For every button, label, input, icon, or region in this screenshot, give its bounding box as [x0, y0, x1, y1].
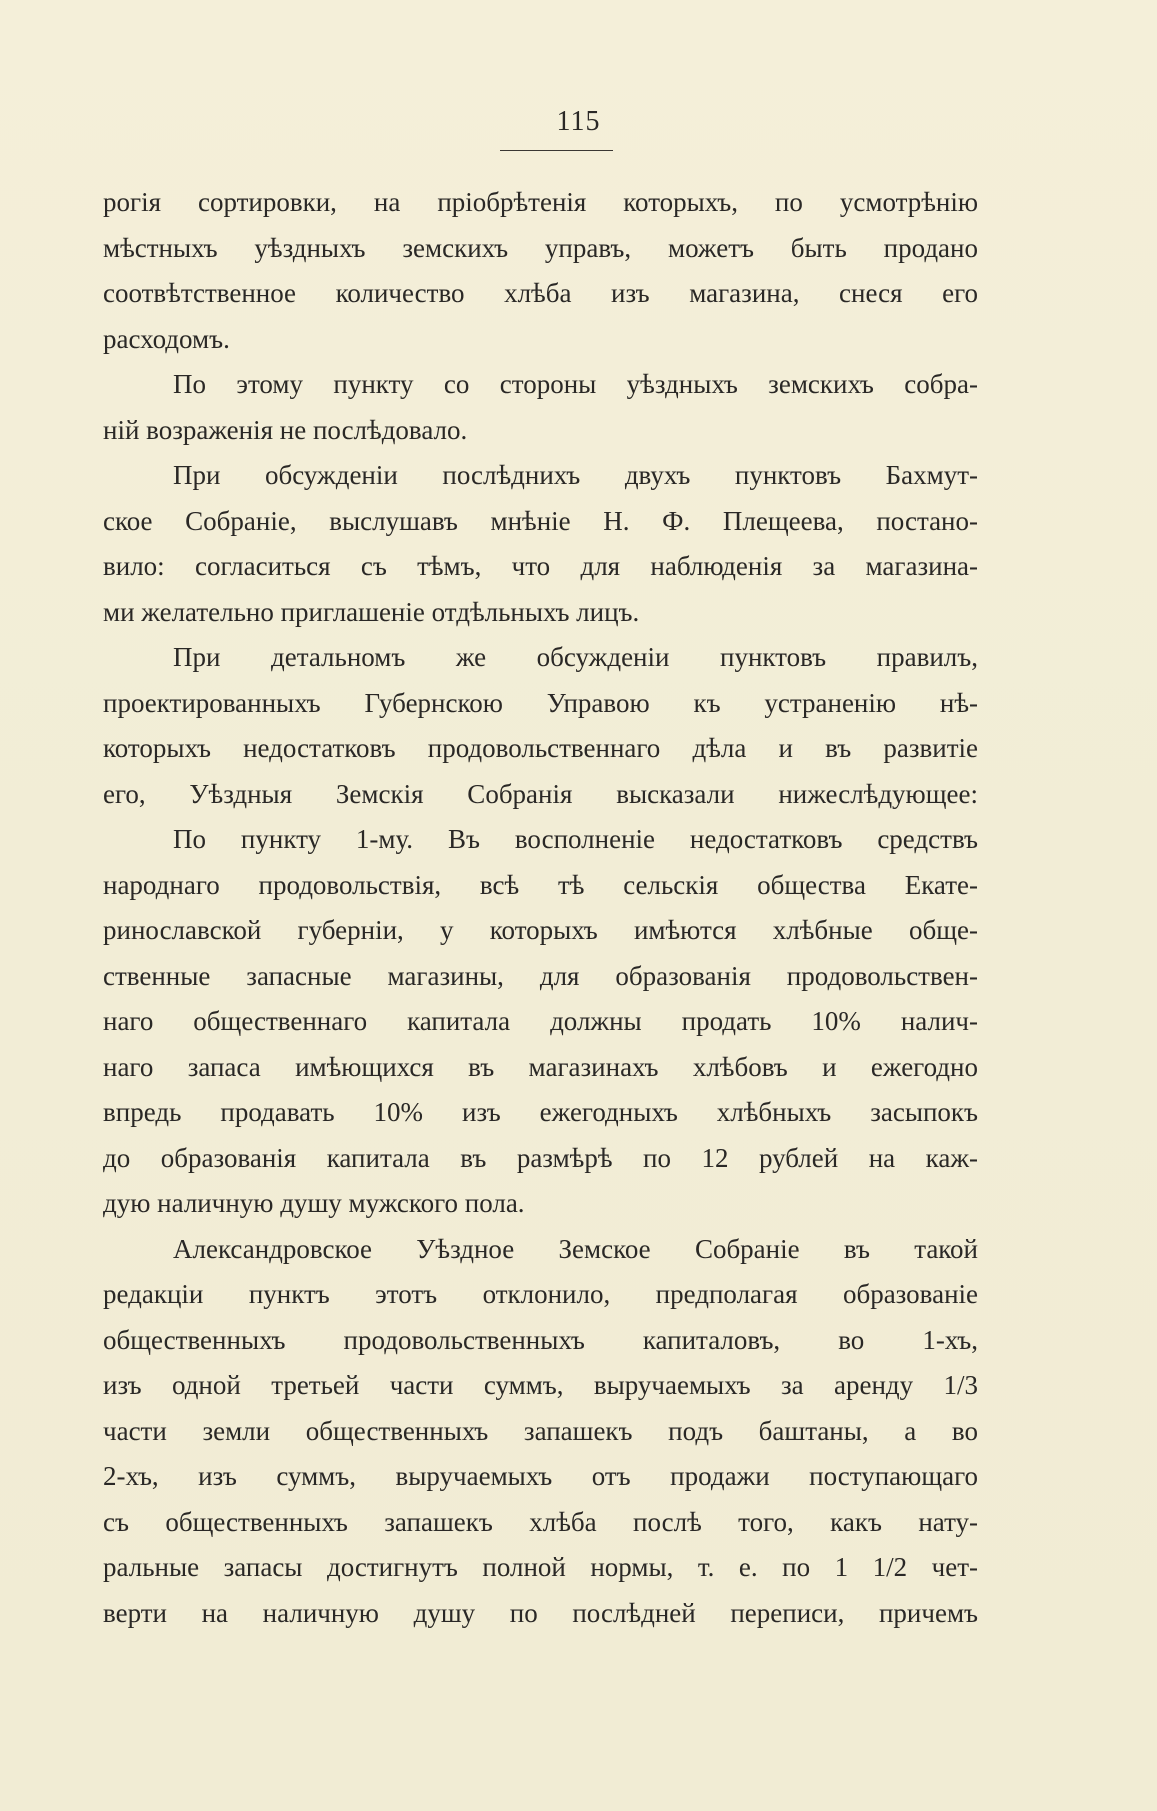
- text-line: редакціи пунктъ этотъ отклонило, предполагая образованіе: [103, 1279, 978, 1309]
- text-line: наго общественнаго капитала должны продать 10% налич-: [103, 1006, 978, 1036]
- text-line: 2-хъ, изъ суммъ, выручаемыхъ отъ продажи поступающаго: [103, 1461, 978, 1491]
- text-line: части земли общественныхъ запашекъ подъ баштаны, а во: [103, 1415, 978, 1446]
- text-line: ми желательно приглашеніе отдѣльныхъ лицъ.: [103, 596, 640, 627]
- text-line: При обсужденіи послѣднихъ двухъ пунктовъ Бахмут-: [173, 460, 978, 490]
- text-line: Александровское Уѣздное Земское Собраніе въ такой: [173, 1233, 978, 1264]
- text-line: При детальномъ же обсужденіи пунктовъ правилъ,: [173, 642, 978, 672]
- text-line: впредь продавать 10% изъ ежегодныхъ хлѣбныхъ засыпокъ: [103, 1097, 978, 1127]
- body-text: [103, 180, 978, 1636]
- text-line: По этому пункту со стороны уѣздныхъ земскихъ собра-: [173, 369, 978, 399]
- page-number: 115: [556, 106, 601, 137]
- text-line: ральные запасы достигнутъ полной нормы, т. е. по 1 1/2 чет-: [103, 1552, 978, 1582]
- text-line: соотвѣтственное количество хлѣба изъ магазина, снеся его: [103, 278, 978, 308]
- text-line: до образованія капитала въ размѣрѣ по 12 рублей на каж-: [103, 1142, 978, 1173]
- text-line: ринославской губерніи, у которыхъ имѣются хлѣбные обще-: [103, 915, 978, 945]
- text-line: которыхъ недостатковъ продовольственнаго дѣла и въ развитіе: [103, 733, 978, 763]
- text-line: общественныхъ продовольственныхъ капиталовъ, во 1-хъ,: [103, 1324, 978, 1355]
- text-line: мѣстныхъ уѣздныхъ земскихъ управъ, можетъ быть продано: [103, 232, 978, 263]
- text-line: изъ одной третьей части суммъ, выручаемыхъ за аренду 1/3: [103, 1370, 978, 1400]
- text-line: наго запаса имѣющихся въ магазинахъ хлѣбовъ и ежегодно: [103, 1051, 978, 1082]
- text-line: ственные запасные магазины, для образованія продовольствен-: [103, 960, 978, 991]
- text-line: расходомъ.: [103, 323, 230, 354]
- text-line: ское Собраніе, выслушавъ мнѣніе Н. Ф. Плещеева, постано-: [103, 505, 978, 536]
- text-line: проектированныхъ Губернскою Управою къ устраненію нѣ-: [103, 687, 978, 718]
- text-line: По пункту 1-му. Въ восполненіе недостатковъ средствъ: [173, 824, 978, 854]
- text-line: рогія сортировки, на пріобрѣтенія которыхъ, по усмотрѣнію: [103, 187, 978, 217]
- text-line: дую наличную душу мужского пола.: [103, 1188, 525, 1218]
- text-line: ній возраженія не послѣдовало.: [103, 414, 468, 445]
- text-line: вило: согласиться съ тѣмъ, что для наблюденія за магазина-: [103, 551, 978, 581]
- page-number-rule: [500, 150, 613, 151]
- text-line: его, Уѣздныя Земскія Собранія высказали нижеслѣдующее:: [103, 778, 978, 809]
- text-line: народнаго продовольствія, всѣ тѣ сельскія общества Екате-: [103, 869, 978, 900]
- text-line: съ общественныхъ запашекъ хлѣба послѣ того, какъ нату-: [103, 1506, 978, 1537]
- text-line: верти на наличную душу по послѣдней переписи, причемъ: [103, 1597, 978, 1628]
